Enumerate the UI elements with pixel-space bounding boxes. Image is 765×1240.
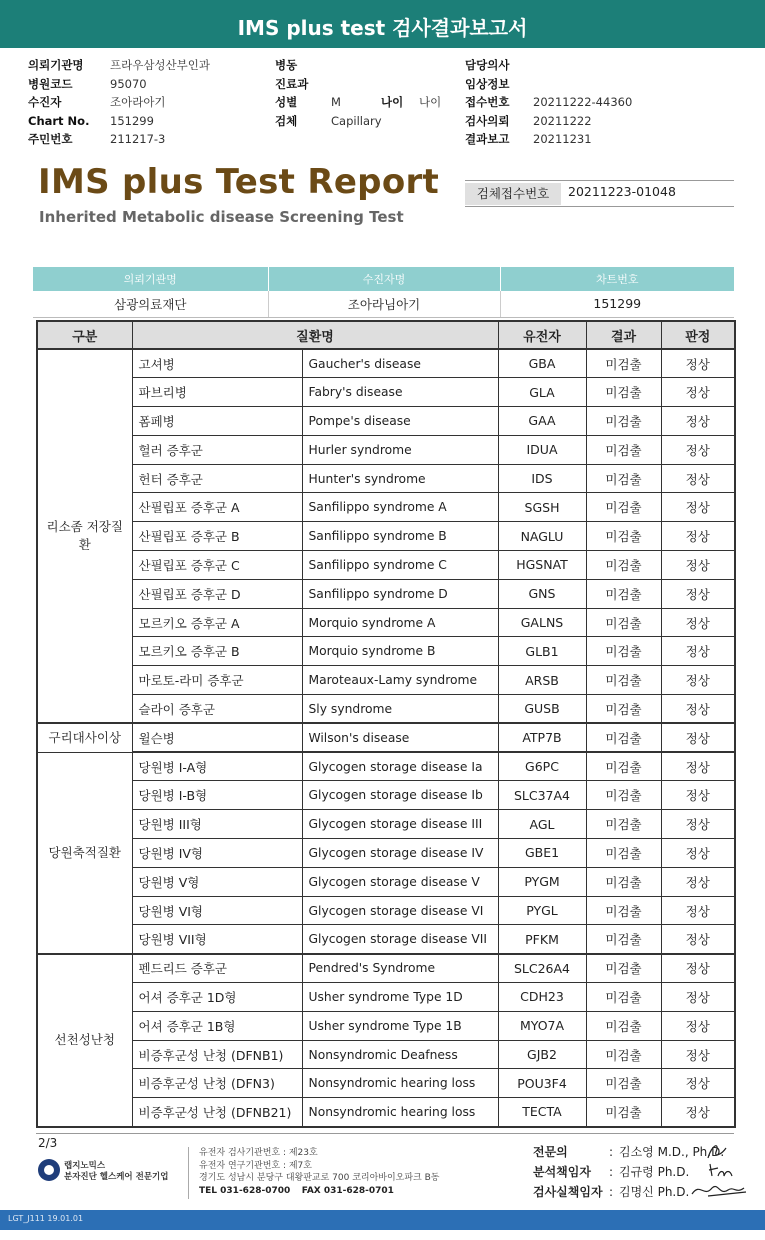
disease-ko-cell: 비증후군성 난청 (DFN3)	[132, 1069, 302, 1098]
disease-ko-cell: 산필립포 증후군 B	[132, 522, 302, 551]
footer-divider	[36, 1133, 734, 1134]
table-row	[37, 723, 735, 752]
table-row	[37, 493, 735, 522]
disease-en-cell: Morquio syndrome B	[302, 637, 498, 666]
disease-en-cell: Gaucher's disease	[302, 349, 498, 378]
info-value: M	[331, 95, 341, 109]
info-label: 담당의사	[465, 58, 510, 72]
disease-en-cell: Usher syndrome Type 1B	[302, 1011, 498, 1040]
patient-info-col3	[465, 56, 632, 149]
gene-cell: TECTA	[498, 1098, 586, 1127]
table-row	[37, 810, 735, 839]
verdict-cell: 정상	[661, 723, 735, 752]
disease-en-cell: Pendred's Syndrome	[302, 954, 498, 983]
logo-mark-icon	[38, 1159, 60, 1181]
results-header-row	[37, 321, 735, 349]
info-value: 조아라아기	[110, 95, 166, 109]
table-row	[37, 608, 735, 637]
result-cell: 미검출	[586, 752, 661, 781]
result-cell: 미검출	[586, 666, 661, 695]
logo-line2: 분자진단 헬스케어 전문기업	[64, 1172, 169, 1182]
disease-en-cell: Glycogen storage disease Ia	[302, 752, 498, 781]
disease-en-cell: Glycogen storage disease Ib	[302, 781, 498, 810]
result-cell: 미검출	[586, 810, 661, 839]
category-cell: 당원축적질환	[37, 752, 132, 954]
result-cell: 미검출	[586, 551, 661, 580]
info-value: 20211222	[533, 113, 592, 128]
verdict-cell: 정상	[661, 983, 735, 1012]
verdict-cell: 정상	[661, 464, 735, 493]
verdict-cell: 정상	[661, 752, 735, 781]
disease-ko-cell: 헐러 증후군	[132, 435, 302, 464]
table-row	[37, 695, 735, 724]
disease-ko-cell: 당원병 VII형	[132, 925, 302, 954]
col-header-gene: 유전자	[498, 321, 586, 349]
signature-1	[702, 1140, 730, 1162]
result-cell: 미검출	[586, 378, 661, 407]
disease-en-cell: Glycogen storage disease V	[302, 867, 498, 896]
table-row	[37, 579, 735, 608]
table-row	[37, 867, 735, 896]
gene-cell: GALNS	[498, 608, 586, 637]
result-cell: 미검출	[586, 983, 661, 1012]
gene-cell: PYGL	[498, 896, 586, 925]
info-label: 수진자	[28, 95, 62, 109]
gene-cell: GAA	[498, 407, 586, 436]
category-cell: 선천성난청	[37, 954, 132, 1127]
col-header-category: 구분	[37, 321, 132, 349]
gene-cell: SLC37A4	[498, 781, 586, 810]
disease-en-cell: Nonsyndromic Deafness	[302, 1040, 498, 1069]
summary-header: 차트번호	[500, 267, 734, 291]
result-cell: 미검출	[586, 867, 661, 896]
company-logo	[36, 1157, 176, 1183]
info-value: 20211222-44360	[533, 95, 633, 109]
disease-en-cell: Usher syndrome Type 1D	[302, 983, 498, 1012]
disease-ko-cell: 비증후군성 난청 (DFNB21)	[132, 1098, 302, 1127]
disease-ko-cell: 고셔병	[132, 349, 302, 378]
gene-cell: MYO7A	[498, 1011, 586, 1040]
result-cell: 미검출	[586, 1040, 661, 1069]
table-row	[37, 839, 735, 868]
disease-en-cell: Morquio syndrome A	[302, 608, 498, 637]
info-label: 접수번호	[465, 95, 510, 109]
disease-ko-cell: 슬라이 증후군	[132, 695, 302, 724]
table-row	[37, 983, 735, 1012]
info-label: 결과보고	[465, 132, 510, 146]
verdict-cell: 정상	[661, 1040, 735, 1069]
disease-ko-cell: 당원병 I-B형	[132, 781, 302, 810]
signer-name: 김명신 Ph.D.	[619, 1185, 690, 1199]
lab-info	[199, 1147, 439, 1197]
signers-block: 전문의 : 김소영 M.D., Ph.D. 분석책임자 : 김규령 Ph.D. 검사실책임자 : 김명신 Ph.D.	[533, 1142, 724, 1202]
disease-ko-cell: 마로토-라미 증후군	[132, 666, 302, 695]
bottom-bar	[0, 1210, 765, 1230]
patient-info-col2	[275, 56, 441, 130]
specimen-number-box	[465, 180, 734, 207]
info-label: 검체	[275, 113, 298, 128]
result-cell: 미검출	[586, 493, 661, 522]
summary-cell: 151299	[500, 291, 734, 317]
col-header-verdict: 판정	[661, 321, 735, 349]
verdict-cell: 정상	[661, 349, 735, 378]
result-cell: 미검출	[586, 1098, 661, 1127]
verdict-cell: 정상	[661, 522, 735, 551]
gene-cell: AGL	[498, 810, 586, 839]
table-row	[37, 1040, 735, 1069]
logo-line1: 랩지노믹스	[64, 1161, 106, 1171]
category-cell: 리소좀 저장질환	[37, 349, 132, 723]
form-code: LGT_J111 19.01.01	[8, 1214, 84, 1223]
age-label: 나이	[381, 95, 404, 109]
disease-ko-cell: 당원병 III형	[132, 810, 302, 839]
result-cell: 미검출	[586, 464, 661, 493]
result-cell: 미검출	[586, 637, 661, 666]
disease-ko-cell: 모르키오 증후군 A	[132, 608, 302, 637]
table-row	[37, 435, 735, 464]
specimen-number-value: 20211223-01048	[568, 184, 676, 199]
result-cell: 미검출	[586, 896, 661, 925]
gene-cell: GBE1	[498, 839, 586, 868]
gene-cell: POU3F4	[498, 1069, 586, 1098]
info-label: 병동	[275, 58, 298, 72]
verdict-cell: 정상	[661, 378, 735, 407]
disease-en-cell: Glycogen storage disease VII	[302, 925, 498, 954]
gene-cell: SLC26A4	[498, 954, 586, 983]
info-label: 병원코드	[28, 76, 73, 91]
disease-en-cell: Glycogen storage disease III	[302, 810, 498, 839]
verdict-cell: 정상	[661, 551, 735, 580]
gene-cell: GLA	[498, 378, 586, 407]
disease-en-cell: Hunter's syndrome	[302, 464, 498, 493]
table-row	[37, 407, 735, 436]
signer-role: 분석책임자	[533, 1165, 591, 1179]
disease-ko-cell: 어셔 증후군 1D형	[132, 983, 302, 1012]
disease-en-cell: Sanfilippo syndrome D	[302, 579, 498, 608]
verdict-cell: 정상	[661, 1098, 735, 1127]
disease-ko-cell: 폼페병	[132, 407, 302, 436]
signature-3	[688, 1178, 750, 1200]
table-row	[37, 349, 735, 378]
disease-ko-cell: 모르키오 증후군 B	[132, 637, 302, 666]
report-title: IMS plus Test Report	[38, 162, 440, 202]
disease-en-cell: Sanfilippo syndrome C	[302, 551, 498, 580]
info-label: 진료과	[275, 76, 309, 91]
result-cell: 미검출	[586, 608, 661, 637]
disease-ko-cell: 산필립포 증후군 C	[132, 551, 302, 580]
table-row	[37, 781, 735, 810]
verdict-cell: 정상	[661, 781, 735, 810]
table-row	[37, 954, 735, 983]
disease-ko-cell: 비증후군성 난청 (DFNB1)	[132, 1040, 302, 1069]
disease-en-cell: Pompe's disease	[302, 407, 498, 436]
table-row	[37, 1011, 735, 1040]
info-label: 주민번호	[28, 132, 73, 146]
patient-info-col1	[28, 56, 210, 149]
verdict-cell: 정상	[661, 695, 735, 724]
table-row	[37, 551, 735, 580]
info-value: 211217-3	[110, 132, 166, 146]
info-value: 20211231	[533, 132, 592, 146]
gene-cell: GBA	[498, 349, 586, 378]
table-row	[37, 896, 735, 925]
result-cell: 미검출	[586, 522, 661, 551]
disease-ko-cell: 산필립포 증후군 A	[132, 493, 302, 522]
disease-en-cell: Sanfilippo syndrome B	[302, 522, 498, 551]
disease-en-cell: Sly syndrome	[302, 695, 498, 724]
disease-ko-cell: 윌슨병	[132, 723, 302, 752]
verdict-cell: 정상	[661, 810, 735, 839]
verdict-cell: 정상	[661, 954, 735, 983]
gene-cell: ARSB	[498, 666, 586, 695]
verdict-cell: 정상	[661, 925, 735, 954]
page-number: 2/3	[38, 1136, 58, 1150]
summary-cell: 삼광의료재단	[33, 291, 268, 317]
signer-name: 김규령 Ph.D.	[619, 1165, 690, 1179]
gene-cell: IDS	[498, 464, 586, 493]
gene-cell: CDH23	[498, 983, 586, 1012]
table-row	[37, 1069, 735, 1098]
col-header-disease: 질환명	[132, 321, 498, 349]
disease-ko-cell: 당원병 V형	[132, 867, 302, 896]
age-value: 나이	[419, 95, 442, 109]
verdict-cell: 정상	[661, 666, 735, 695]
results-table	[36, 320, 736, 1128]
result-cell: 미검출	[586, 695, 661, 724]
info-label: Chart No.	[28, 113, 90, 128]
gene-cell: HGSNAT	[498, 551, 586, 580]
summary-cell: 조아라님아기	[268, 291, 500, 317]
report-header-bar	[0, 0, 765, 48]
disease-ko-cell: 어셔 증후군 1B형	[132, 1011, 302, 1040]
disease-ko-cell: 당원병 I-A형	[132, 752, 302, 781]
verdict-cell: 정상	[661, 1069, 735, 1098]
result-cell: 미검출	[586, 723, 661, 752]
disease-ko-cell: 당원병 VI형	[132, 896, 302, 925]
summary-table	[33, 267, 734, 318]
result-cell: 미검출	[586, 1011, 661, 1040]
table-row	[37, 378, 735, 407]
gene-cell: GUSB	[498, 695, 586, 724]
disease-ko-cell: 헌터 증후군	[132, 464, 302, 493]
info-label: 의뢰기관명	[28, 58, 84, 72]
gene-cell: GNS	[498, 579, 586, 608]
result-cell: 미검출	[586, 839, 661, 868]
result-cell: 미검출	[586, 1069, 661, 1098]
info-value: 프라우삼성산부인과	[110, 58, 210, 72]
verdict-cell: 정상	[661, 435, 735, 464]
table-row	[37, 522, 735, 551]
result-cell: 미검출	[586, 781, 661, 810]
result-cell: 미검출	[586, 954, 661, 983]
table-row	[37, 637, 735, 666]
disease-ko-cell: 파브리병	[132, 378, 302, 407]
disease-en-cell: Maroteaux-Lamy syndrome	[302, 666, 498, 695]
lab-fax: FAX 031-628-0701	[301, 1185, 394, 1196]
info-value: 151299	[110, 113, 154, 128]
disease-en-cell: Nonsyndromic hearing loss	[302, 1098, 498, 1127]
disease-en-cell: Sanfilippo syndrome A	[302, 493, 498, 522]
verdict-cell: 정상	[661, 1011, 735, 1040]
table-row	[37, 752, 735, 781]
gene-cell: SGSH	[498, 493, 586, 522]
verdict-cell: 정상	[661, 608, 735, 637]
table-row	[37, 666, 735, 695]
result-cell: 미검출	[586, 349, 661, 378]
verdict-cell: 정상	[661, 839, 735, 868]
gene-cell: GLB1	[498, 637, 586, 666]
gene-cell: GJB2	[498, 1040, 586, 1069]
specimen-number-label: 검체접수번호	[465, 183, 561, 205]
gene-cell: G6PC	[498, 752, 586, 781]
lab-info-line: 경기도 성남시 분당구 대왕판교로 700 코리아바이오파크 B동	[199, 1173, 440, 1183]
info-value: 95070	[110, 76, 147, 91]
disease-en-cell: Wilson's disease	[302, 723, 498, 752]
signer-name: 김소영 M.D., Ph.D.	[619, 1145, 725, 1159]
result-cell: 미검출	[586, 407, 661, 436]
category-cell: 구리대사이상	[37, 723, 132, 752]
table-row	[37, 464, 735, 493]
table-row	[37, 925, 735, 954]
gene-cell: ATP7B	[498, 723, 586, 752]
gene-cell: PFKM	[498, 925, 586, 954]
verdict-cell: 정상	[661, 867, 735, 896]
gene-cell: PYGM	[498, 867, 586, 896]
gene-cell: IDUA	[498, 435, 586, 464]
disease-ko-cell: 산필립포 증후군 D	[132, 579, 302, 608]
signer-role: 전문의	[533, 1145, 568, 1159]
verdict-cell: 정상	[661, 637, 735, 666]
result-cell: 미검출	[586, 579, 661, 608]
summary-header: 수진자명	[268, 267, 500, 291]
result-cell: 미검출	[586, 925, 661, 954]
disease-en-cell: Hurler syndrome	[302, 435, 498, 464]
col-header-result: 결과	[586, 321, 661, 349]
info-label: 임상정보	[465, 76, 510, 91]
disease-en-cell: Fabry's disease	[302, 378, 498, 407]
summary-header: 의뢰기관명	[33, 267, 268, 291]
info-value: Capillary	[331, 113, 382, 128]
lab-tel: TEL 031-628-0700	[199, 1185, 291, 1196]
signer-role: 검사실책임자	[533, 1185, 603, 1199]
report-header-title: IMS plus test 검사결과보고서	[237, 16, 528, 40]
lab-info-line: 유전자 검사기관번호 : 제23호	[199, 1148, 318, 1158]
disease-ko-cell: 당원병 IV형	[132, 839, 302, 868]
gene-cell: NAGLU	[498, 522, 586, 551]
lab-info-line: 유전자 연구기관번호 : 제7호	[199, 1160, 312, 1171]
info-label: 검사의뢰	[465, 113, 510, 128]
footer-separator	[188, 1147, 189, 1199]
disease-en-cell: Glycogen storage disease VI	[302, 896, 498, 925]
verdict-cell: 정상	[661, 493, 735, 522]
verdict-cell: 정상	[661, 896, 735, 925]
disease-en-cell: Nonsyndromic hearing loss	[302, 1069, 498, 1098]
disease-en-cell: Glycogen storage disease IV	[302, 839, 498, 868]
report-subtitle: Inherited Metabolic disease Screening Test	[39, 208, 404, 226]
disease-ko-cell: 펜드리드 증후군	[132, 954, 302, 983]
verdict-cell: 정상	[661, 579, 735, 608]
result-cell: 미검출	[586, 435, 661, 464]
verdict-cell: 정상	[661, 407, 735, 436]
table-row	[37, 1098, 735, 1127]
info-label: 성별	[275, 95, 298, 109]
